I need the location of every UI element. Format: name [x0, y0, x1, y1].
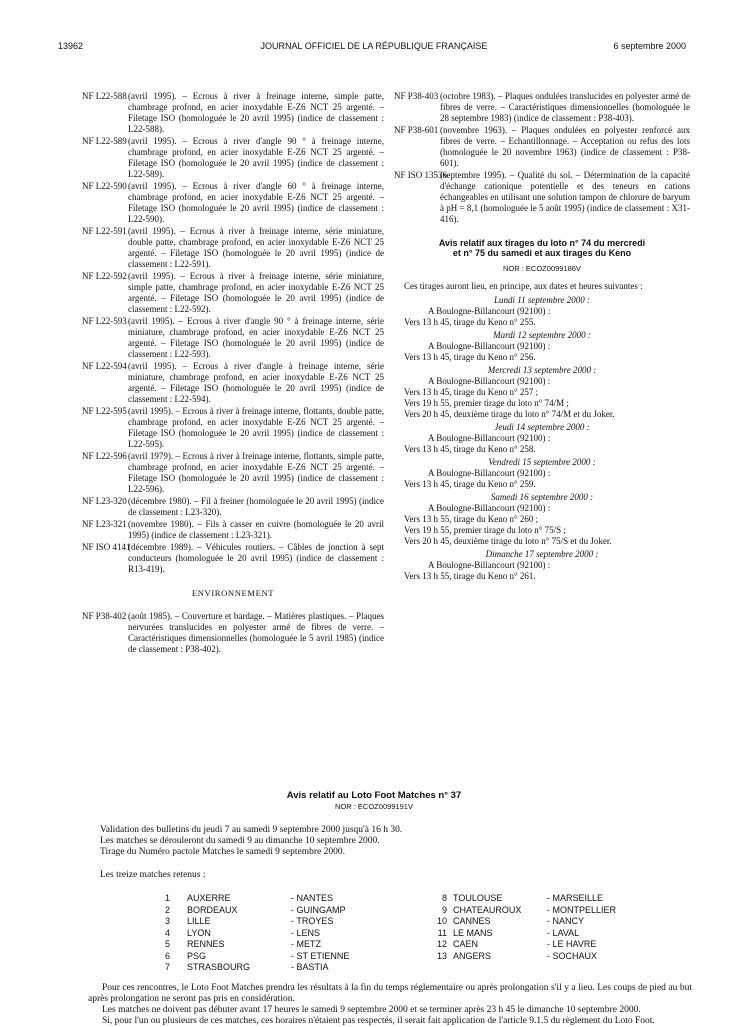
draw-place: A Boulogne-Billancourt (92100) : [428, 376, 551, 386]
standard-entry [82, 271, 384, 315]
match-away-team: - BASTIA [291, 962, 329, 972]
standard-entry [82, 361, 384, 405]
match-number: 11 [437, 927, 447, 938]
standard-text: (avril 1979). – Ecrous à river à freinage interne, flottants, simple patte, chambrage profond, en acier inoxydable E-Z6 NCT 25 argenté. – Filetage ISO (homologuée le 20 avril 1995) (indice de classement : L22-596). [128, 451, 384, 494]
standard-text: (avril 1995). – Ecrous à river d'angle 90 ° à freinage interne, série miniature, chambrage profond, en acier inoxydable E-Z6 NCT 25 argenté. – Filetage ISO (homologuée le 20 avril 1995) (indice de classement : L22-593). [128, 316, 384, 359]
match-home-team: PSG [187, 950, 207, 961]
standard-text: (décembre 1980). – Fil à freiner (homologuée le 20 avril 1995) (indice de classement : L23-320). [128, 496, 384, 517]
environment-standards-list [82, 611, 384, 655]
standard-ref: NF P38-601 [394, 125, 439, 135]
standard-ref: NF P38-402 [82, 611, 127, 621]
match-home-team: ANGERS [453, 950, 492, 961]
issue-date: 6 septembre 2000 [613, 41, 686, 51]
standard-ref: NF L22-588 [82, 91, 127, 101]
standard-ref: NF ISO 4141 [82, 542, 131, 552]
match-number: 8 [441, 893, 447, 903]
match-number: 6 [165, 950, 171, 961]
loto-foot-title: Avis relatif au Loto Foot Matches n° 37 [286, 790, 462, 801]
standard-entry [82, 611, 384, 655]
draw-day-title: Dimanche 17 septembre 2000 : [485, 549, 599, 559]
draw-line: Vers 20 h 45, deuxième tirage du loto n° 74/M et du Joker. [404, 409, 615, 419]
standard-text: (novembre 1963). – Plaques ondulées en polyester renforcé aux fibres de verre. – Echantillonnage. – Acceptation ou refus des lots (homologuée le 20 novembre 1963) (indice de classement : P38-601). [440, 125, 690, 168]
match-away-team: - NANCY [547, 916, 585, 926]
draw-line: Vers 13 h 45, tirage du Keno n° 259. [404, 479, 536, 489]
standard-text: (avril 1995). – Ecrous à river à freinage interne, série miniature, simple patte, chambrage profond, en acier inoxydable E-Z6 NCT 25 argenté. – Filetage ISO (homologuée le 20 avril 1995) (indice de classement : L22-592). [128, 271, 384, 314]
draw-place: A Boulogne-Billancourt (92100) : [428, 306, 551, 316]
validation-line: Validation des bulletins du jeudi 7 au samedi 9 septembre 2000 jusqu'à 16 h 30. [100, 825, 403, 835]
standard-ref: NF P38-403 [394, 91, 439, 101]
match-home-team: CHATEAUROUX [453, 904, 522, 915]
table-row [165, 928, 616, 940]
draw-day-title: Lundi 11 septembre 2000 : [494, 295, 590, 305]
standards-list [82, 91, 384, 575]
draw-place: A Boulogne-Billancourt (92100) : [428, 468, 551, 478]
match-number: 4 [165, 927, 171, 938]
draw-day [394, 365, 690, 420]
match-home-team: STRASBOURG [187, 962, 251, 972]
match-away-team: - LAVAL [547, 927, 580, 938]
draw-line: Vers 13 h 45, tirage du Keno n° 256. [404, 352, 536, 362]
draw-day [394, 295, 690, 328]
closing-paragraph-2: Les matches ne doivent pas débuter avant 17 heures le samedi 9 septembre 2000 et se terminer après 23 h 45 le dimanche 10 septembre 2000. [102, 1005, 641, 1015]
standard-entry [82, 519, 384, 541]
match-home-team: CAEN [453, 939, 479, 949]
empty-cell [419, 962, 453, 974]
loto-avis-title [394, 238, 690, 258]
draw-day-title: Mardi 12 septembre 2000 : [493, 330, 591, 340]
standard-entry [82, 226, 384, 270]
empty-cell [547, 962, 616, 974]
match-home-team: CANNES [453, 916, 491, 926]
standard-entry [394, 91, 690, 124]
match-number: 12 [436, 939, 447, 949]
standard-ref: NF L23-321 [82, 519, 127, 529]
matches-table [165, 893, 616, 974]
draw-day-title: Mercredi 13 septembre 2000 : [487, 365, 597, 375]
match-away-team: - GUINGAMP [291, 904, 346, 915]
match-home-team: AUXERRE [187, 893, 231, 903]
standard-entry [394, 125, 690, 169]
standard-ref: NF L23-320 [82, 496, 127, 506]
standard-ref: NF L22-594 [82, 361, 127, 371]
standard-entry [394, 170, 690, 225]
table-row [165, 916, 616, 928]
table-row [165, 893, 616, 905]
standard-entry [82, 136, 384, 180]
closing-paragraph-1: Pour ces rencontres, le Loto Foot Matches prendra les résultats à la fin du temps réglementaire ou après prolongation s'il y a lieu. Les coups de pied au but après prolongation ne seront pas pris en considération. [88, 983, 692, 1004]
left-column [82, 91, 384, 656]
standards-list-continued [394, 91, 690, 225]
match-away-team: - SOCHAUX [547, 950, 598, 961]
draw-place: A Boulogne-Billancourt (92100) : [428, 560, 551, 570]
match-home-team: TOULOUSE [453, 893, 503, 903]
standard-text: (septembre 1995). – Qualité du sol. – Détermination de la capacité d'échange cationique potentielle et des teneurs en cations échangeables en utilisant une solution tampon de chlorure de baryum à pH = 8,1 (homologuée le 5 août 1995) (indice de classement : X31-416). [440, 170, 690, 224]
match-away-team: - MONTPELLIER [547, 904, 617, 915]
journal-title: JOURNAL OFFICIEL DE LA RÉPUBLIQUE FRANÇAISE [260, 41, 488, 51]
section-title-environnement: ENVIRONNEMENT [191, 588, 275, 598]
match-number: 7 [165, 962, 171, 972]
standard-entry [82, 496, 384, 518]
standard-text: (décembre 1989). – Véhicules routiers. – Câbles de jonction à sept conducteurs (homologuée le 20 avril 1995) (indice de classement : R13-419). [128, 542, 384, 574]
matches-dates-line: Les matches se dérouleront du samedi 9 au dimanche 10 septembre 2000. [100, 836, 380, 846]
draw-day-title: Vendredi 15 septembre 2000 : [488, 457, 596, 467]
standard-ref: NF L22-591 [82, 226, 127, 236]
draw-line: Vers 13 h 55, tirage du Keno n° 260 ; [404, 514, 539, 524]
draw-day-title: Jeudi 14 septembre 2000 : [494, 422, 590, 432]
match-home-team: LYON [187, 927, 211, 938]
matches-retenus-label: Les treize matches retenus : [100, 870, 206, 880]
standard-text: (avril 1995). – Ecrous à river à freinage interne, simple patte, chambrage profond, en acier inoxydable E-Z6 NCT 25 argenté. – Filetage ISO (homologuée le 20 avril 1995) (indice de classement : L22-588). [128, 91, 384, 134]
draw-day [394, 422, 690, 455]
table-row [165, 951, 616, 963]
loto-avis-title-line-1: Avis relatif aux tirages du loto n° 74 du mercredi [438, 238, 646, 248]
match-home-team: BORDEAUX [187, 904, 238, 915]
standard-entry [82, 316, 384, 360]
loto-foot-nor: NOR : ECOZ0099191V [335, 802, 413, 811]
standard-text: (avril 1995). – Ecrous à river à freinage interne, flottants, double patte, chambrage profond, en acier inoxydable E-Z6 NCT 25 argenté. – Filetage ISO (homologuée le 20 avril 1995) (indice de classement : L22-595). [128, 406, 384, 449]
standard-ref: NF L22-589 [82, 136, 127, 146]
match-home-team: LILLE [187, 916, 211, 926]
table-row [165, 905, 616, 917]
loto-nor: NOR : ECOZ0099186V [503, 264, 581, 273]
standard-ref: NF L22-593 [82, 316, 127, 326]
standard-text: (novembre 1980). – Fils à casser en cuivre (homologuée le 20 avril 1995) (indice de classement : L23-321). [128, 519, 384, 540]
standard-entry [82, 542, 384, 575]
match-home-team: RENNES [187, 939, 225, 949]
tirage-line: Tirage du Numéro pactole Matches le samedi 9 septembre 2000. [100, 847, 346, 857]
match-away-team: - NANTES [291, 893, 334, 903]
match-away-team: - LE HAVRE [547, 939, 597, 949]
standard-text: (avril 1995). – Ecrous à river d'angle 90 ° à freinage interne, chambrage profond, en acier inoxydable E-Z6 NCT 25 argenté. – Filetage ISO (homologuée le 20 avril 1995) (indice de classement : L22-589). [128, 136, 384, 179]
draw-place: A Boulogne-Billancourt (92100) : [428, 503, 551, 513]
match-away-team: - ST ETIENNE [291, 950, 350, 961]
standard-text: (avril 1995). – Ecrous à river d'angle 60 ° à freinage interne, chambrage profond, en acier inoxydable E-Z6 NCT 25 argenté. – Filetage ISO (homologuée le 20 avril 1995) (indice de classement : L22-590). [128, 181, 384, 224]
draw-line: Vers 13 h 45, tirage du Keno n° 258. [404, 444, 536, 454]
match-number: 3 [165, 916, 171, 926]
draw-line: Vers 19 h 55, premier tirage du loto n° 74/M ; [404, 398, 569, 408]
match-number: 5 [165, 939, 171, 949]
standard-ref: NF L22-595 [82, 406, 127, 416]
standard-ref: NF L22-590 [82, 181, 127, 191]
table-row [165, 939, 616, 951]
standard-entry [82, 451, 384, 495]
standard-ref: NF ISO 13536 [394, 170, 448, 180]
draw-line: Vers 20 h 45, deuxième tirage du loto n° 75/S et du Joker. [404, 536, 612, 546]
draw-line: Vers 13 h 45, tirage du Keno n° 257 ; [404, 387, 539, 397]
empty-cell [453, 962, 547, 974]
standard-text: (octobre 1983). – Plaques ondulées translucides en polyester armé de fibres de verre. – Caractéristiques dimensionnelles (homologuée le 28 septembre 1983) (indice de classement : P38-403). [440, 91, 690, 123]
match-number: 2 [165, 904, 171, 915]
loto-foot-intro [100, 825, 690, 858]
standard-entry [82, 91, 384, 135]
draw-day [394, 330, 690, 363]
match-number: 9 [441, 904, 447, 915]
draw-line: Vers 13 h 55, tirage du Keno n° 261. [404, 571, 536, 581]
match-away-team: - MARSEILLE [547, 893, 604, 903]
standard-entry [82, 181, 384, 225]
loto-intro: Ces tirages auront lieu, en principe, aux dates et heures suivantes : [404, 281, 643, 291]
draw-day [394, 549, 690, 582]
match-number: 10 [436, 916, 447, 926]
right-column [394, 91, 690, 582]
closing-paragraph-3: Si, pour l'un ou plusieurs de ces matches, ces horaires n'étaient pas respectés, il serait fait application de l'article 9.1.5 du règlement du Loto Foot. [102, 1016, 655, 1026]
standard-ref: NF L22-592 [82, 271, 127, 281]
draw-schedule [394, 295, 690, 582]
draw-day [394, 457, 690, 490]
draw-day [394, 492, 690, 547]
standard-text: (avril 1995). – Ecrous à river d'angle à freinage interne, série miniature, chambrage profond, en acier inoxydable E-Z6 NCT 25 argenté. – Filetage ISO (homologuée le 20 avril 1995) (indice de classement : L22-594). [128, 361, 384, 404]
draw-place: A Boulogne-Billancourt (92100) : [428, 341, 551, 351]
standard-entry [82, 406, 384, 450]
page-number: 13962 [58, 41, 84, 51]
match-home-team: LE MANS [453, 927, 493, 938]
draw-day-title: Samedi 16 septembre 2000 : [490, 492, 594, 502]
standard-ref: NF L22-596 [82, 451, 127, 461]
match-away-team: - LENS [291, 927, 321, 938]
table-row [165, 962, 616, 974]
match-away-team: - METZ [291, 939, 321, 949]
standard-text: (avril 1995). – Ecrous à river à freinage interne, série miniature, double patte, chambrage profond, en acier inoxydable E-Z6 NCT 25 argenté. – Filetage ISO (homologuée le 20 avril 1995) (indice de classement : L22-591). [128, 226, 384, 269]
match-number: 13 [436, 950, 447, 961]
standard-text: (août 1985). – Couverture et bardage. – Matières plastiques. – Plaques nervurées translucides en polyester armé de fibres de verre. – Caractéristiques dimensionnelles (homologuée le 5 avril 1985) (indice de classement : P38-402). [128, 611, 384, 654]
loto-avis-title-line-2: et n° 75 du samedi et aux tirages du Keno [452, 248, 632, 258]
draw-line: Vers 13 h 45, tirage du Keno n° 255. [404, 317, 536, 327]
draw-place: A Boulogne-Billancourt (92100) : [428, 433, 551, 443]
match-away-team: - TROYES [291, 916, 334, 926]
match-number: 1 [165, 893, 171, 903]
draw-line: Vers 19 h 55, premier tirage du loto n° 75/S ; [404, 525, 566, 535]
